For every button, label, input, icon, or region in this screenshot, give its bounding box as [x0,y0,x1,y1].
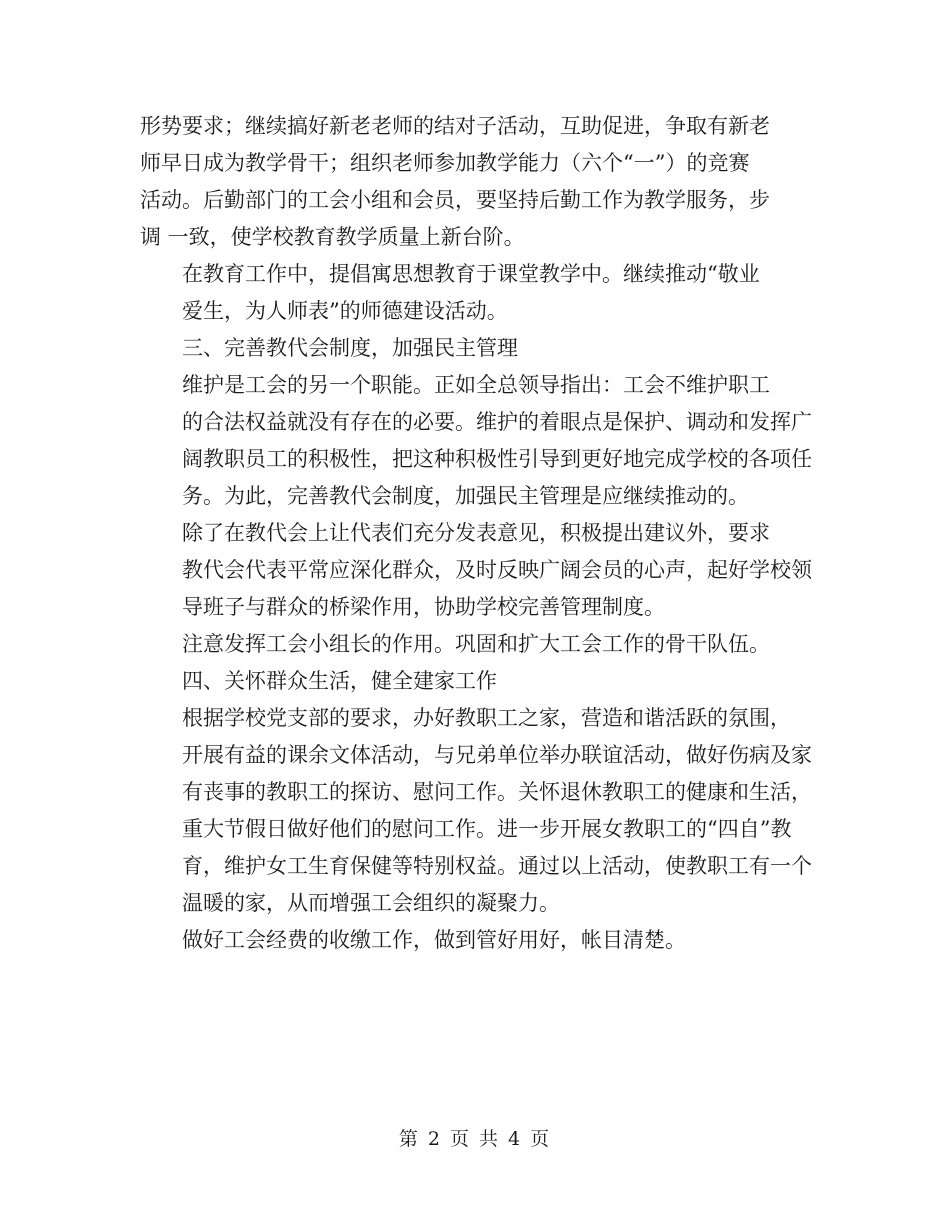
text-line: 教代会代表平常应深化群众，及时反映广阔会员的心声，起好学校领 [182,558,812,582]
text-line: 导班子与群众的桥梁作用，协助学校完善管理制度。 [182,595,665,619]
paragraph [140,922,820,959]
text-line: 维护是工会的另一个职能。正如全总领导指出：工会不维护职工 [182,373,770,397]
page-footer: 第 2 页 共 4 页 [398,1128,552,1150]
text-line: 温暖的家，从而增强工会组织的凝聚力。 [182,891,560,915]
text-line: 育，维护女工生育保健等特别权益。通过以上活动，使教职工有一个 [182,854,812,878]
text-line: 形势要求；继续搞好新老老师的结对子活动，互助促进，争取有新老 [140,114,770,138]
text-line: 根据学校党支部的要求，办好教职工之家，营造和谐活跃的氛围， [182,706,791,730]
paragraph [140,663,820,700]
paragraph [140,256,820,330]
text-line: 在教育工作中，提倡寓思想教育于课堂教学中。继续推动“敬业 [182,262,760,286]
text-line: 四、关怀群众生活，健全建家工作 [182,669,497,693]
text-line: 阔教职员工的积极性，把这种积极性引导到更好地完成学校的各项任 [182,447,812,471]
paragraph [140,367,820,515]
text-line: 做好工会经费的收缴工作，做到管好用好，帐目清楚。 [182,928,686,952]
paragraph [140,108,820,256]
paragraph [140,515,820,626]
text-line: 有丧事的教职工的探访、慰问工作。关怀退休教职工的健康和生活， [182,780,812,804]
text-line: 调 一致，使学校教育教学质量上新台阶。 [140,225,525,249]
text-line: 务。为此，完善教代会制度，加强民主管理是应继续推动的。 [182,484,749,508]
document-body [140,108,820,959]
paragraph [140,700,820,922]
text-line: 爱生，为人师表”的师德建设活动。 [182,299,508,323]
text-line: 开展有益的课余文体活动，与兄弟单位举办联谊活动，做好伤病及家 [182,743,812,767]
text-line: 的合法权益就没有存在的必要。维护的着眼点是保护、调动和发挥广 [182,410,812,434]
paragraph [140,626,820,663]
paragraph [140,330,820,367]
text-line: 重大节假日做好他们的慰问工作。进一步开展女教职工的“四自”教 [182,817,792,841]
text-line: 注意发挥工会小组长的作用。巩固和扩大工会工作的骨干队伍。 [182,632,770,656]
text-line: 除了在教代会上让代表们充分发表意见，积极提出建议外，要求 [182,521,770,545]
text-line: 师早日成为教学骨干；组织老师参加教学能力（六个“一”）的竞赛 [140,151,750,175]
text-line: 三、完善教代会制度，加强民主管理 [182,336,518,360]
text-line: 活动。后勤部门的工会小组和会员，要坚持后勤工作为教学服务，步 [140,188,770,212]
